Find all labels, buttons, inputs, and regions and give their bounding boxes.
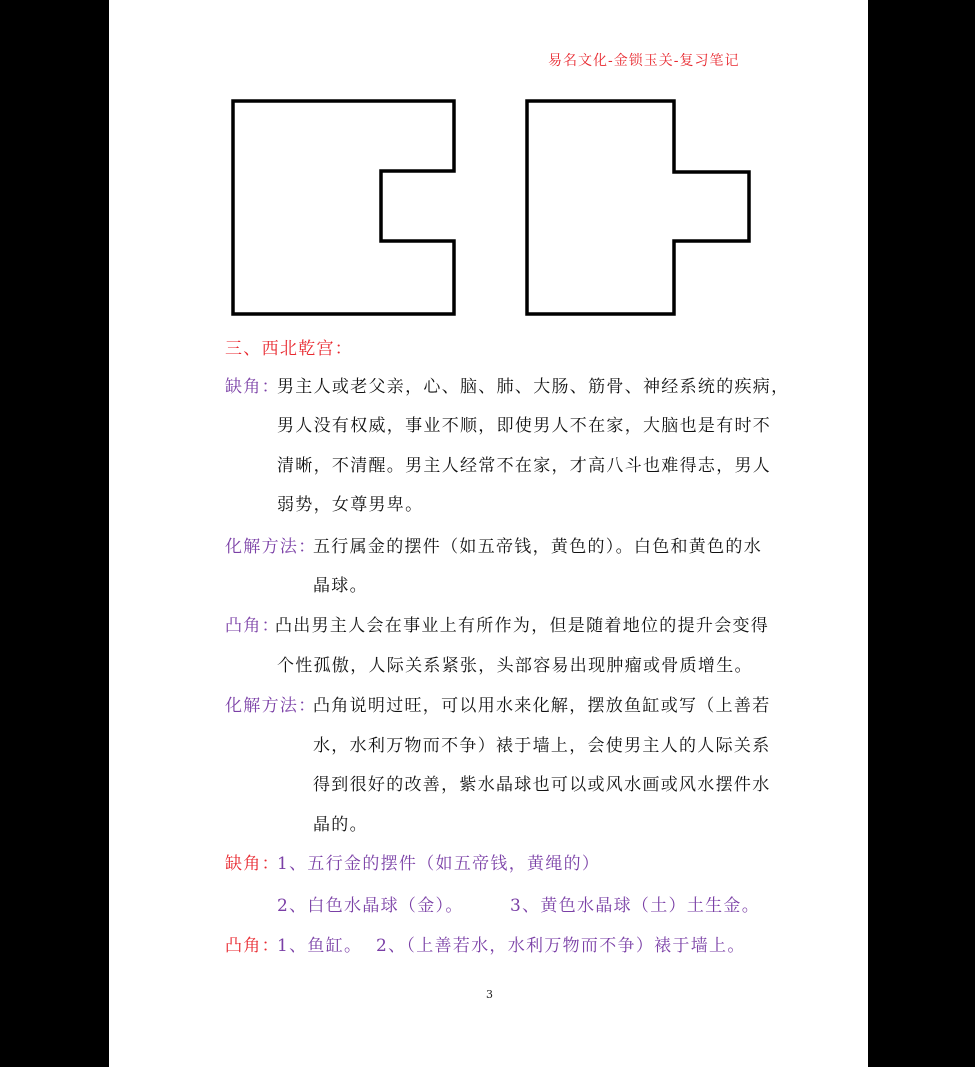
missing-corner-floorplan-icon [230,98,458,318]
section-heading: 三、西北乾宫： [225,339,354,359]
summary-protruding-label: 凸角： [225,936,280,956]
missing-corner-line-3: 清晰，不清醒。男主人经常不在家，才高八斗也难得志，男人 [277,456,772,476]
summary-protruding-item-2: 2、（上善若水，水利万物而不争）裱于墙上。 [376,936,746,956]
missing-corner-line-1: 男主人或老父亲，心、脑、肺、大肠、筋骨、神经系统的疾病， [277,377,790,397]
page-header: 易名文化-金锁玉关-复习笔记 [548,53,740,69]
protruding-corner-line-2: 个性孤傲，人际关系紧张，头部容易出现肿瘤或骨质增生。 [277,656,753,676]
remedy-2-line-2: 水，水利万物而不争）裱于墙上，会使男主人的人际关系 [313,736,771,756]
missing-corner-diagram [230,98,458,318]
summary-missing-item-3: 3、黄色水晶球（土）土生金。 [510,896,761,916]
remedy-1-line-2: 晶球。 [313,576,368,596]
missing-corner-line-2: 男人没有权威，事业不顺，即使男人不在家，大脑也是有时不 [277,416,772,436]
summary-missing-label: 缺角： [225,854,280,874]
protruding-corner-floorplan-icon [524,98,754,318]
remedy-2-line-3: 得到很好的改善，紫水晶球也可以或风水画或风水摆件水 [313,775,771,795]
summary-missing-item-2: 2、白色水晶球（金）。 [277,896,464,916]
protruding-corner-line-1: 凸出男主人会在事业上有所作为，但是随着地位的提升会变得 [275,616,770,636]
missing-corner-line-4: 弱势，女尊男卑。 [277,495,424,515]
summary-missing-item-1: 1、五行金的摆件（如五帝钱，黄绳的） [277,854,601,874]
remedy-2-label: 化解方法： [225,696,317,716]
remedy-1-line-1: 五行属金的摆件（如五帝钱，黄色的）。白色和黄色的水 [313,537,762,557]
protruding-corner-diagram [524,98,754,318]
page-number: 3 [486,988,493,1001]
remedy-2-line-4: 晶的。 [313,815,368,835]
remedy-2-line-1: 凸角说明过旺，可以用水来化解，摆放鱼缸或写（上善若 [313,696,771,716]
missing-corner-label: 缺角： [225,377,280,397]
protruding-corner-label: 凸角： [225,616,280,636]
summary-protruding-item-1: 1、鱼缸。 [277,936,363,956]
remedy-1-label: 化解方法： [225,537,317,557]
